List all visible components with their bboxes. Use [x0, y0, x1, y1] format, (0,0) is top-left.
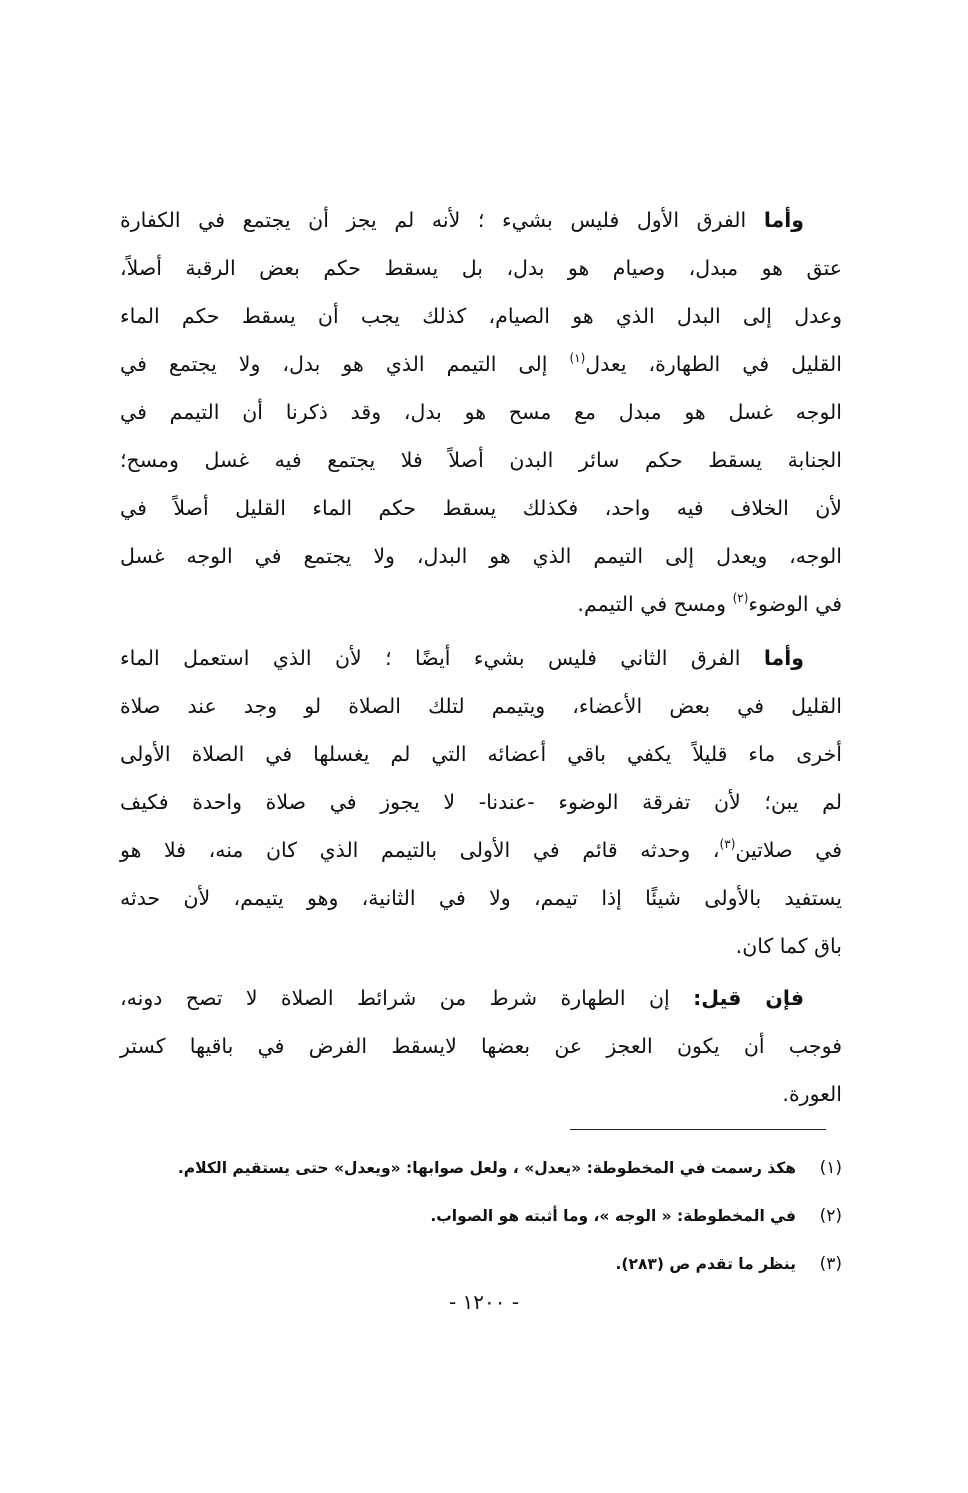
line-text: فوجب أن يكون العجز عن بعضها لايسقط الفرض في باقيها كستر	[120, 1034, 842, 1058]
page-number: - ١٢٠٠ -	[448, 1290, 520, 1314]
lead-word: وأما	[763, 208, 804, 232]
text-line	[120, 445, 842, 475]
lead-word: فإن قيل:	[693, 986, 804, 1010]
text-line	[120, 643, 842, 673]
text-line	[120, 1079, 842, 1109]
text-line	[120, 541, 842, 571]
line-text: ومسح في التيمم.	[577, 592, 733, 616]
line-text: لم يبن؛ لأن تفرقة الوضوء -عندنا- لا يجوز في صلاة واحدة فكيف	[120, 790, 842, 814]
line-text: لأن الخلاف فيه واحد، فكذلك يسقط حكم الماء القليل أصلاً في	[120, 496, 842, 520]
text-line	[120, 835, 842, 865]
text-line	[120, 589, 842, 619]
text-line	[120, 883, 842, 913]
line-text: عتق هو مبدل، وصيام هو بدل، بل يسقط حكم بعض الرقبة أصلاً،	[120, 256, 842, 280]
text-line	[120, 301, 842, 331]
line-text: أخرى ماء قليلاً يكفي باقي أعضائه التي لم يغسلها في الصلاة الأولى	[120, 742, 842, 766]
line-text: باق كما كان.	[735, 934, 842, 958]
line-text: يستفيد بالأولى شيئًا إذا تيمم، ولا في الثانية، وهو يتيمم، لأن حدثه	[120, 886, 842, 910]
line-text: في صلاتين	[735, 838, 842, 862]
footnote-text: في المخطوطة: « الوجه »، وما أثبته هو الصواب.	[430, 1207, 796, 1225]
footnote-ref[interactable]: (٣)	[719, 837, 736, 851]
footnote	[178, 1158, 842, 1178]
line-text: الفرق الأول فليس بشيء ؛ لأنه لم يجز أن يجتمع في الكفارة	[120, 208, 764, 232]
footnote-number: (١)	[819, 1158, 842, 1178]
line-text: إن الطهارة شرط من شرائط الصلاة لا تصح دونه،	[120, 986, 694, 1010]
text-line	[120, 253, 842, 283]
line-text: الجنابة يسقط حكم سائر البدن أصلاً فلا يجتمع فيه غسل ومسح؛	[120, 448, 842, 472]
line-text: إلى التيمم الذي هو بدل، ولا يجتمع في	[120, 352, 570, 376]
lead-word: وأما	[763, 646, 804, 670]
footnote	[616, 1254, 843, 1274]
text-line	[120, 739, 842, 769]
line-text: في الوضوء	[748, 592, 842, 616]
footnote-text: ينظر ما تقدم ص (٢٨٣).	[615, 1255, 796, 1273]
footnote	[430, 1206, 842, 1226]
text-line	[120, 349, 842, 379]
text-line	[120, 931, 842, 961]
text-line	[120, 983, 842, 1013]
line-text: الوجه، ويعدل إلى التيمم الذي هو البدل، ولا يجتمع في الوجه غسل	[120, 544, 842, 568]
footnote-ref[interactable]: (١)	[569, 351, 586, 365]
footnote-separator	[570, 1129, 826, 1130]
text-line	[120, 397, 842, 427]
footnote-number: (٣)	[819, 1254, 842, 1274]
line-text: ، وحدثه قائم في الأولى بالتيمم الذي كان منه، فلا هو	[120, 838, 720, 862]
footnote-text: هكذ رسمت في المخطوطة: «يعدل» ، ولعل صوابها: «ويعدل» حتى يستقيم الكلام.	[177, 1159, 796, 1177]
footnote-ref[interactable]: (٢)	[732, 591, 749, 605]
text-line	[120, 493, 842, 523]
line-text: وعدل إلى البدل الذي هو الصيام، كذلك يجب أن يسقط حكم الماء	[120, 304, 842, 328]
footnote-number: (٢)	[819, 1206, 842, 1226]
line-text: القليل في الطهارة، يعدل	[585, 352, 842, 376]
text-line	[120, 1031, 842, 1061]
line-text: العورة.	[782, 1082, 842, 1106]
text-line	[120, 787, 842, 817]
line-text: الوجه غسل هو مبدل مع مسح هو بدل، وقد ذكرنا أن التيمم في	[120, 400, 842, 424]
line-text: القليل في بعض الأعضاء، ويتيمم لتلك الصلاة لو وجد عند صلاة	[120, 694, 842, 718]
text-line	[120, 691, 842, 721]
line-text: الفرق الثاني فليس بشيء أيضًا ؛ لأن الذي استعمل الماء	[120, 646, 764, 670]
text-line	[120, 205, 842, 235]
